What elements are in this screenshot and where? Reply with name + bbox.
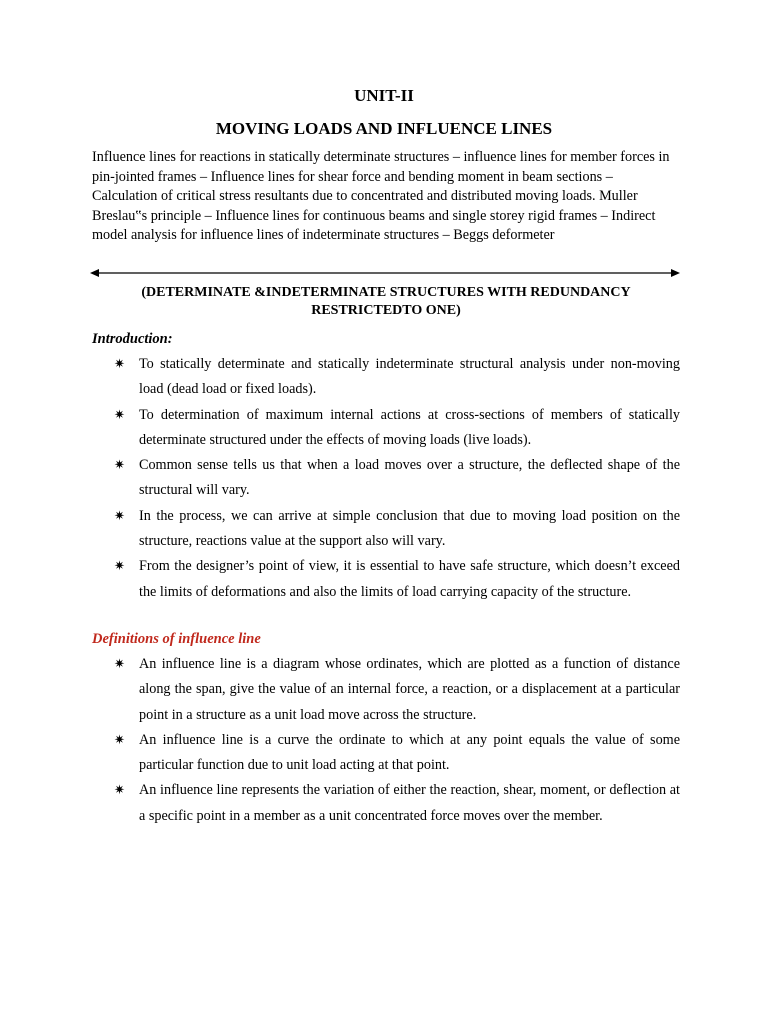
list-item [114, 652, 680, 728]
list-item [114, 554, 680, 605]
definitions-heading: Definitions of influence line [92, 631, 261, 647]
double-arrow-icon [90, 266, 680, 280]
page-title: MOVING LOADS AND INFLUENCE LINES [215, 119, 553, 138]
list-item-text: Common sense tells us that when a load moves over a structure, the deflected shape of the structural will vary. [139, 457, 680, 499]
introduction-list [114, 352, 680, 605]
asterisk-bullet-icon: ✷ [114, 458, 125, 474]
list-item-text: An influence line represents the variation of either the reaction, shear, moment, or deflection at a specific point in a member as a unit concentrated force moves over the member. [139, 782, 680, 824]
list-item-text: From the designer’s point of view, it is essential to have safe structure, which doesn’t exceed the limits of deformations and also the limits of load carrying capacity of the structure. [139, 558, 680, 600]
list-item [114, 728, 680, 779]
list-item [114, 352, 680, 403]
asterisk-bullet-icon: ✷ [114, 657, 125, 672]
definitions-list [114, 652, 680, 829]
introduction-heading: Introduction: [92, 331, 173, 347]
list-item-text: To determination of maximum internal actions at cross-sections of members of statically determinate structured under the effects of moving loads (live loads). [139, 406, 680, 448]
asterisk-bullet-icon: ✷ [114, 559, 125, 575]
asterisk-bullet-icon: ✷ [114, 407, 125, 423]
asterisk-bullet-icon: ✷ [114, 783, 125, 799]
list-item-text: In the process, we can arrive at simple conclusion that due to moving load position on the structure, reactions value at the support also will vary. [139, 507, 680, 550]
list-item-text: An influence line is a curve the ordinate to which at any point equals the value of some particular function due to unit load acting at that point. [139, 731, 680, 774]
list-item [114, 453, 680, 504]
list-item [114, 504, 680, 555]
list-item [114, 403, 680, 454]
asterisk-bullet-icon: ✷ [114, 732, 125, 748]
syllabus-paragraph: Influence lines for reactions in statically determinate structures – influence lines for member forces in pin-jointed frames – Influence lines for shear force and bending moment in beam sections – Calculation of critical stress resultants due to concentrated and distributed moving loads. Muller Breslau‟s principle – Influence lines for continuous beams and single storey rigid frames – Indirect model analysis for influence lines of indeterminate structures – Beggs deformeter [92, 149, 670, 243]
asterisk-bullet-icon: ✷ [114, 357, 125, 372]
list-item-text: To statically determinate and statically indeterminate structural analysis under non-moving load (dead load or fixed loads). [139, 356, 680, 398]
asterisk-bullet-icon: ✷ [114, 508, 125, 524]
list-item [114, 778, 680, 829]
section-subtitle: (DETERMINATE &INDETERMINATE STRUCTURES WITH REDUNDANCY RESTRICTEDTO ONE) [141, 285, 631, 318]
unit-title: UNIT-II [354, 86, 414, 105]
list-item-text: An influence line is a diagram whose ordinates, which are plotted as a function of distance along the span, give the value of an internal force, a reaction, or a displacement at a particular point in a structure as a unit load move across the structure. [139, 656, 680, 723]
